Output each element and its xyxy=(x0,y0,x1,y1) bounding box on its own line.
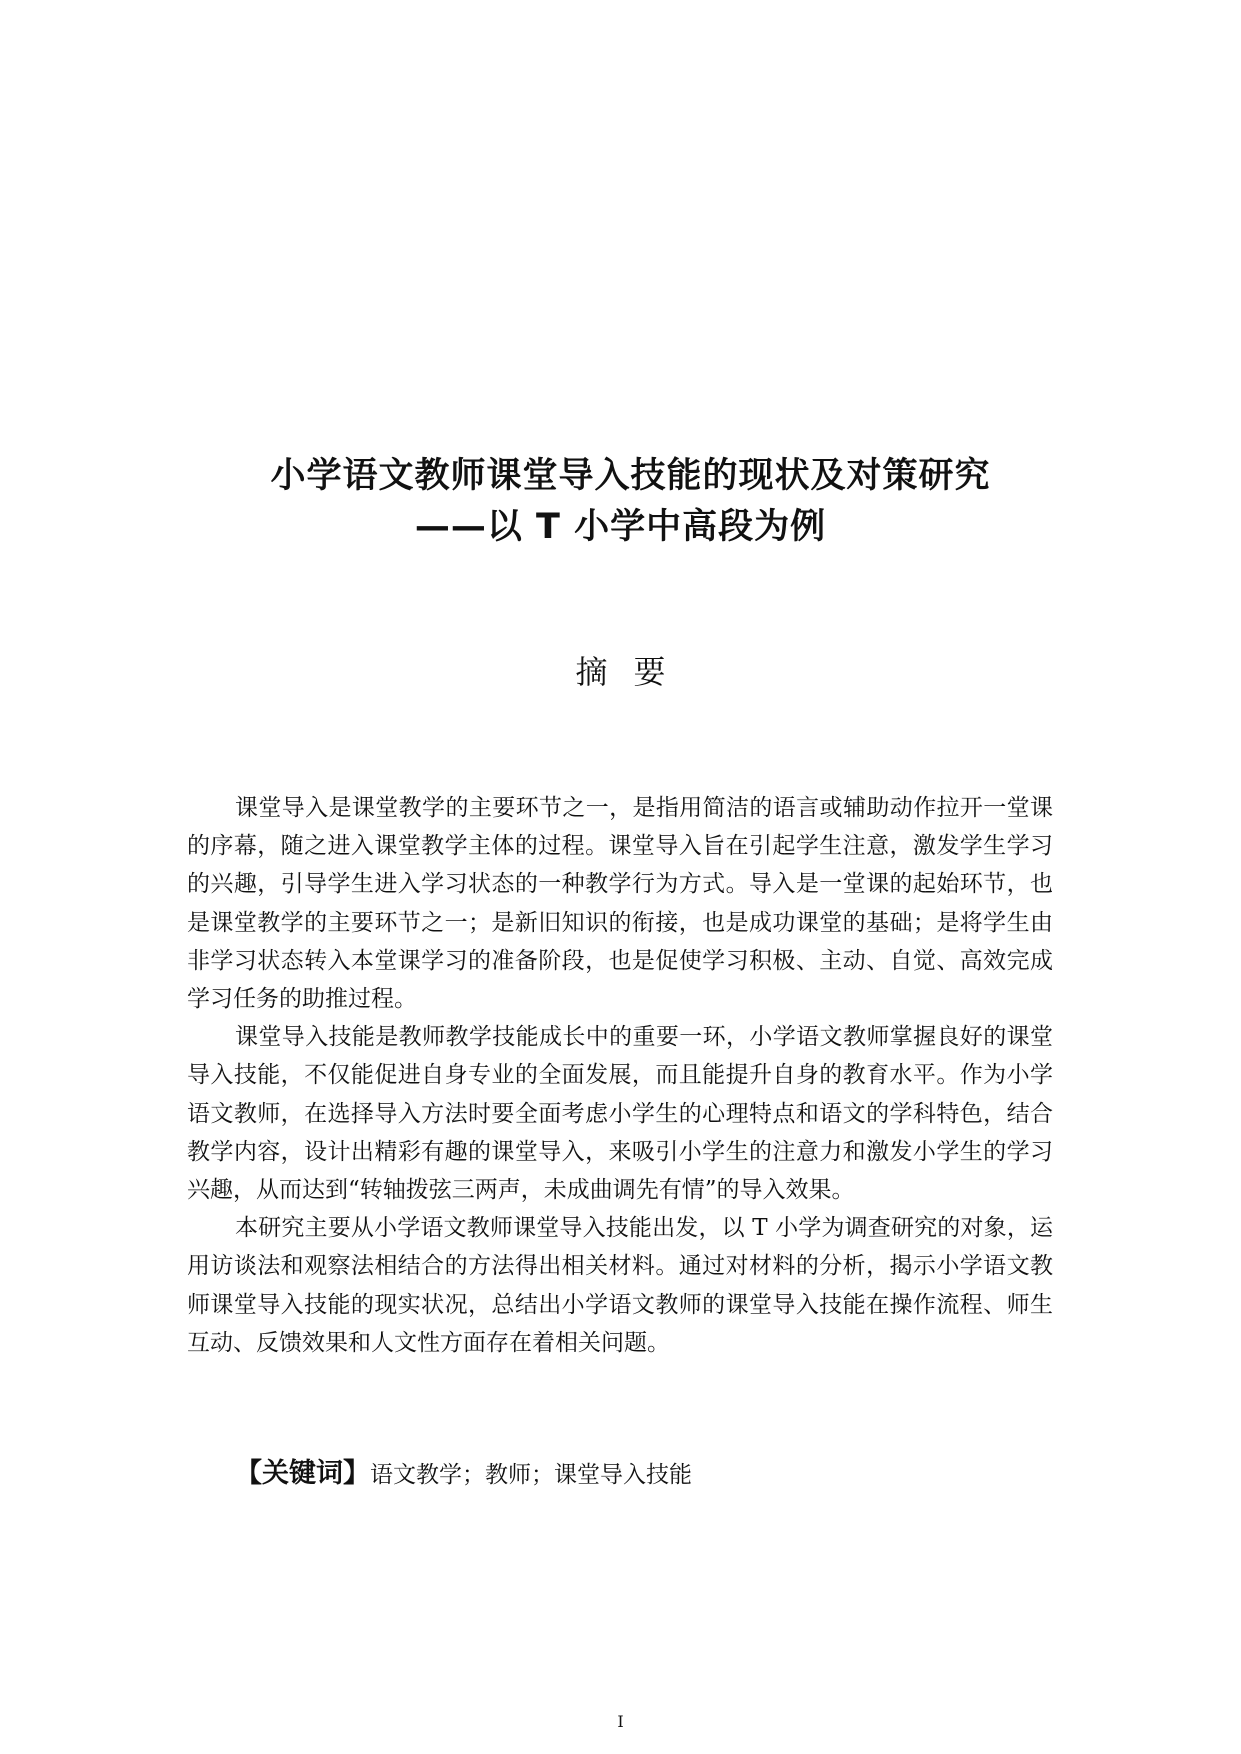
abstract-paragraph: 课堂导入技能是教师教学技能成长中的重要一环，小学语文教师掌握良好的课堂导入技能，不仅能促进自身专业的全面发展，而且能提升自身的教育水平。作为小学语文教师，在选择导入方法时要全面考虑小学生的心理特点和语文的学科特色，结合教学内容，设计出精彩有趣的课堂导入，来吸引小学生的注意力和激发小学生的学习兴趣，从而达到“转轴拨弦三两声，未成曲调先有情”的导入效果。 xyxy=(187,1024,1053,1204)
page-number: I xyxy=(617,1712,624,1731)
keywords-values: 语文教学；教师；课堂导入技能 xyxy=(370,1462,692,1488)
document-title: 小学语文教师课堂导入技能的现状及对策研究 xyxy=(270,456,991,496)
abstract-body xyxy=(187,789,1053,1362)
abstract-heading: 摘要 xyxy=(575,653,692,691)
keywords-label: 【关键词】 xyxy=(235,1458,370,1489)
document-subtitle: ——以 T 小学中高段为例 xyxy=(414,507,827,547)
abstract-paragraph: 课堂导入是课堂教学的主要环节之一，是指用简洁的语言或辅助动作拉开一堂课的序幕，随之进入课堂教学主体的过程。课堂导入旨在引起学生注意，激发学生学习的兴趣，引导学生进入学习状态的一种教学行为方式。导入是一堂课的起始环节，也是课堂教学的主要环节之一；是新旧知识的衔接，也是成功课堂的基础；是将学生由非学习状态转入本堂课学习的准备阶段，也是促使学习积极、主动、自觉、高效完成学习任务的助推过程。 xyxy=(187,795,1053,1013)
keywords-line xyxy=(235,1454,1055,1495)
abstract-paragraph: 本研究主要从小学语文教师课堂导入技能出发，以 T 小学为调查研究的对象，运用访谈法和观察法相结合的方法得出相关材料。通过对材料的分析，揭示小学语文教师课堂导入技能的现实状况，总结出小学语文教师的课堂导入技能在操作流程、师生互动、反馈效果和人文性方面存在着相关问题。 xyxy=(187,1215,1053,1356)
